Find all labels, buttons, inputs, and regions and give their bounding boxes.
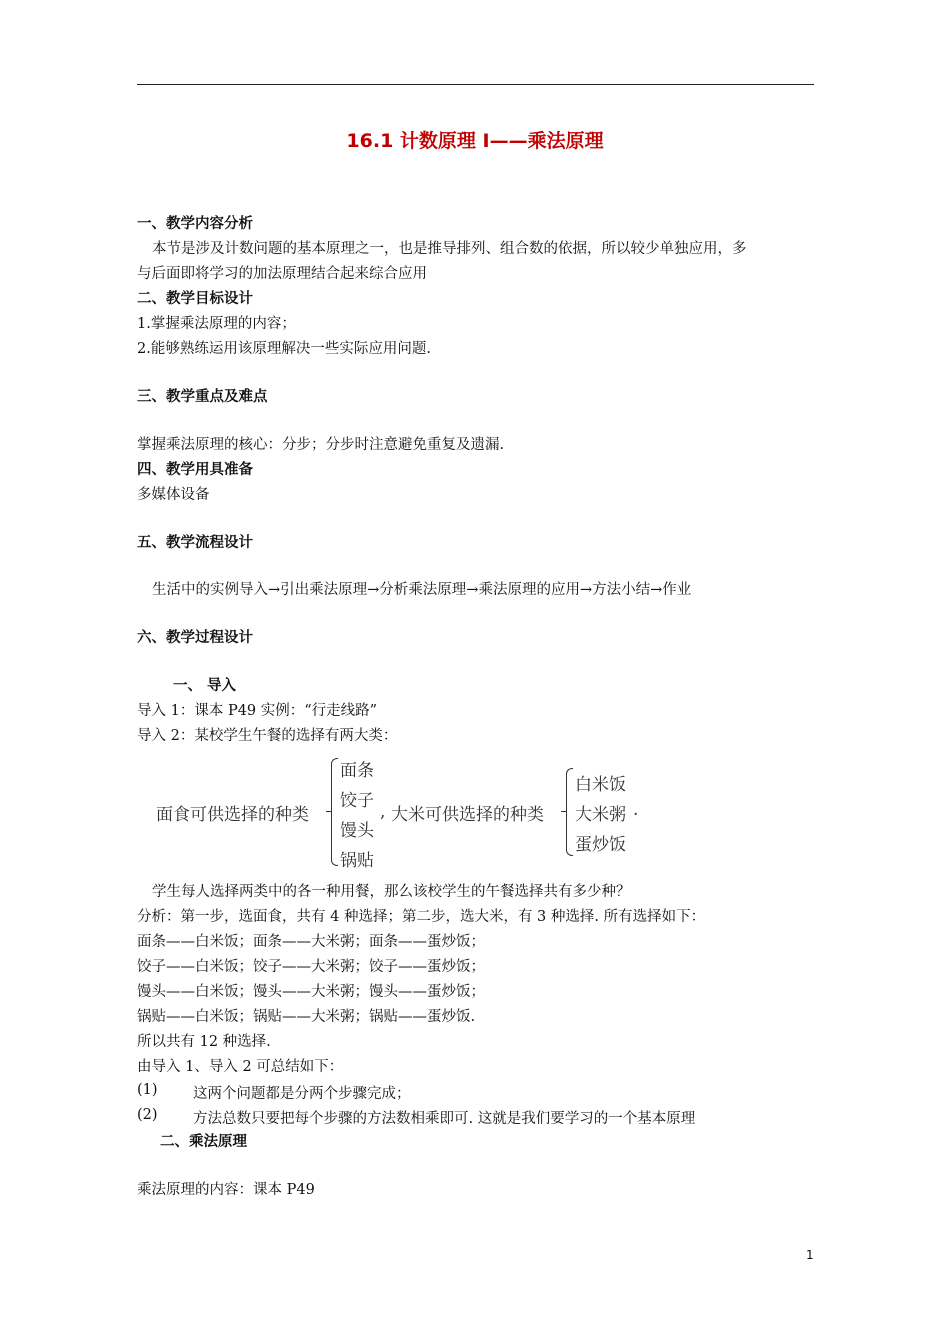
combo-line: 饺子——白米饭；饺子——大米粥；饺子——蛋炒饭； xyxy=(137,959,485,975)
formula-item: 蛋炒饭 xyxy=(575,835,626,855)
formula-item: 馒头 xyxy=(340,821,374,841)
header-rule xyxy=(137,84,814,85)
list-item: 1.掌握乘法原理的内容； xyxy=(137,316,296,332)
subsection-heading-principle: 二、乘法原理 xyxy=(160,1134,247,1150)
paragraph: 所以共有 12 种选择. xyxy=(137,1034,271,1050)
paragraph: 与后面即将学习的加法原理结合起来综合应用 xyxy=(137,266,427,282)
section-heading-5: 五、教学流程设计 xyxy=(137,535,253,551)
page-title: 16.1 计数原理 I——乘法原理 xyxy=(346,130,604,152)
paragraph: 分析：第一步，选面食，共有 4 种选择；第二步，选大米，有 3 种选择. 所有选择如下： xyxy=(137,909,706,925)
section-heading-1: 一、教学内容分析 xyxy=(137,216,253,232)
page-number: 1 xyxy=(806,1248,814,1262)
section-heading-3: 三、教学重点及难点 xyxy=(137,389,268,405)
subsection-heading-intro: 一、 导入 xyxy=(173,678,237,694)
formula-item: 白米饭 xyxy=(575,775,626,795)
section-heading-2: 二、教学目标设计 xyxy=(137,291,253,307)
formula-period: . xyxy=(633,800,639,820)
left-brace-1 xyxy=(331,758,338,866)
paragraph: 由导入 1、导入 2 可总结如下： xyxy=(137,1059,344,1075)
combo-line: 馒头——白米饭；馒头——大米粥；馒头——蛋炒饭； xyxy=(137,984,485,1000)
brace-point xyxy=(326,811,331,812)
paragraph: 掌握乘法原理的核心：分步；分步时注意避免重复及遗漏. xyxy=(137,437,505,453)
formula-label-1: 面食可供选择的种类 xyxy=(156,805,309,825)
paragraph: 学生每人选择两类中的各一种用餐，那么该校学生的午餐选择共有多少种？ xyxy=(152,884,631,900)
section-heading-4: 四、教学用具准备 xyxy=(137,462,253,478)
paragraph: 导入 1：课本 P49 实例：“行走线路” xyxy=(137,703,378,719)
brace-point xyxy=(561,811,566,812)
formula-item: 面条 xyxy=(340,761,374,781)
summary-num: (1) xyxy=(137,1082,158,1098)
left-brace-2 xyxy=(566,768,573,856)
section-heading-6: 六、教学过程设计 xyxy=(137,630,253,646)
formula-item: 大米粥 xyxy=(575,805,626,825)
list-item: 2.能够熟练运用该原理解决一些实际应用问题. xyxy=(137,341,431,357)
summary-num: (2) xyxy=(137,1107,158,1123)
summary-text: 这两个问题都是分两个步骤完成； xyxy=(193,1086,411,1102)
paragraph: 多媒体设备 xyxy=(137,487,210,503)
summary-text: 方法总数只要把每个步骤的方法数相乘即可. 这就是我们要学习的一个基本原理 xyxy=(193,1111,696,1127)
formula-item: 锅贴 xyxy=(340,851,374,871)
paragraph: 导入 2：某校学生午餐的选择有两大类： xyxy=(137,728,398,744)
formula-comma: , xyxy=(380,802,386,822)
flow-text: 生活中的实例导入→引出乘法原理→分析乘法原理→乘法原理的应用→方法小结→作业 xyxy=(152,582,692,598)
paragraph: 乘法原理的内容：课本 P49 xyxy=(137,1182,315,1198)
formula-label-2: 大米可供选择的种类 xyxy=(391,805,544,825)
combo-line: 锅贴——白米饭；锅贴——大米粥；锅贴——蛋炒饭. xyxy=(137,1009,476,1025)
formula-item: 饺子 xyxy=(340,791,374,811)
combo-line: 面条——白米饭；面条——大米粥；面条——蛋炒饭； xyxy=(137,934,485,950)
paragraph: 本节是涉及计数问题的基本原理之一，也是推导排列、组合数的依据，所以较少单独应用，多 xyxy=(152,241,747,257)
